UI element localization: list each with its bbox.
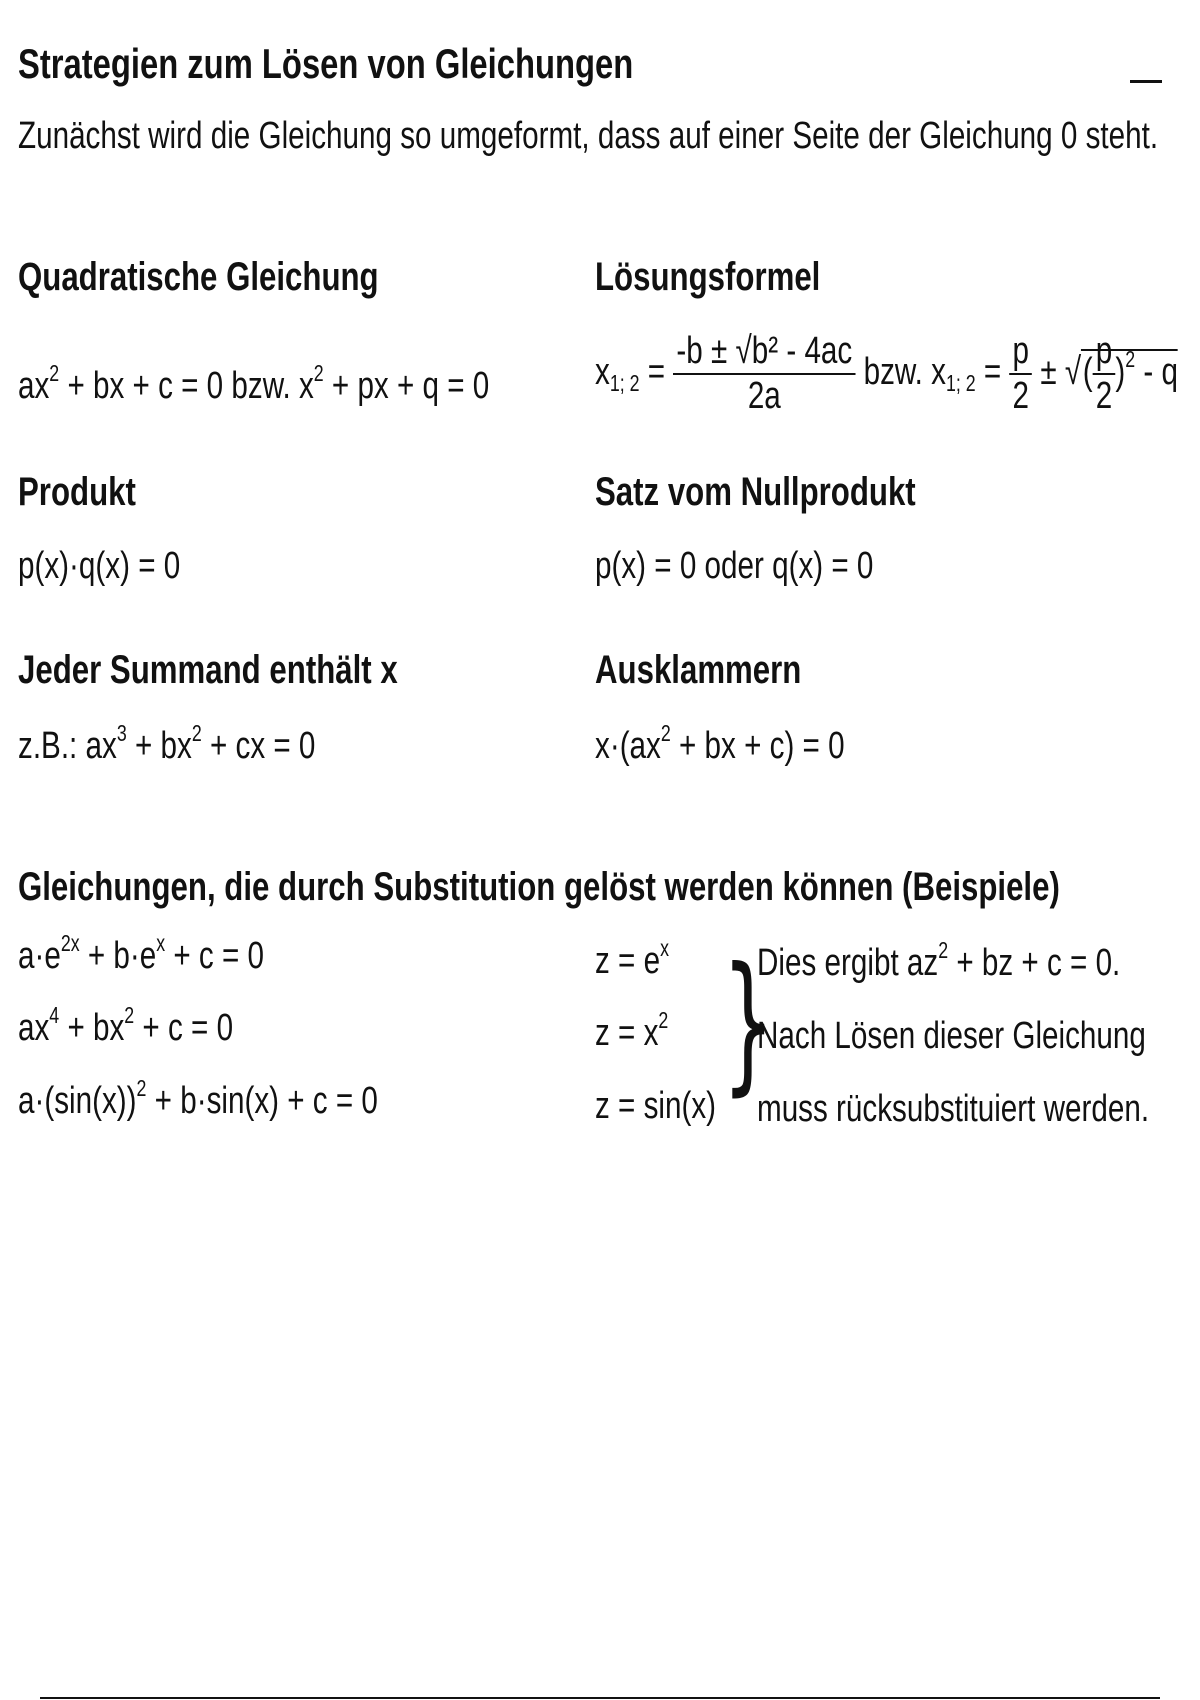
null-product-formula: p(x) = 0 oder q(x) = 0 (595, 545, 874, 587)
substitution-note-line: Dies ergibt $az^2$ + bz + c = 0. (757, 936, 1121, 984)
substitution-equation: $a\cdot e^{2x} + b\cdot e^x + c = 0$ (18, 929, 265, 977)
intro-text: Zunächst wird die Gleichung so umgeformt, dass auf einer Seite der Gleichung 0 steht. (18, 115, 1159, 157)
solution-formula-heading: Lösungsformel (595, 255, 821, 299)
right-brace-icon: } (722, 936, 775, 1110)
null-product-heading: Satz vom Nullprodukt (595, 470, 916, 514)
product-heading: Produkt (18, 470, 136, 514)
quadratic-heading: Quadratische Gleichung (18, 255, 379, 299)
factor-out-formula: $x\cdot(ax^2$ + bx + c) = 0 (595, 719, 845, 767)
substitution-note-line: muss rücksubstituiert werden. (757, 1088, 1150, 1130)
each-summand-heading: Jeder Summand enthält x (18, 648, 398, 692)
substitution-definition: $z = x^2$ (595, 1006, 669, 1054)
p-half-fraction: $\frac{p}{2}$ (1009, 330, 1032, 418)
bzw-label: bzw. (231, 365, 291, 407)
substitution-definition: $z = e^x$ (595, 934, 669, 982)
dash-mark (1130, 80, 1162, 83)
quadratic-formula: $ax^2$ + bx + c = 0 bzw. $x^2$ + px + q = 0 (18, 359, 490, 407)
each-summand-formula: z.B.: $ax^3 + bx^2$ + cx = 0 (18, 719, 316, 767)
page-title: Strategien zum Lösen von Gleichungen (18, 40, 634, 87)
substitution-heading: Gleichungen, die durch Substitution gelöst werden können (Beispiele) (18, 865, 1060, 909)
substitution-equation: $ax^4 + bx^2 + c = 0$ (18, 1001, 234, 1049)
p-half-fraction-inner: $\frac{p}{2}$ (1093, 330, 1116, 418)
substitution-definition: z = sin(x) (595, 1085, 717, 1127)
bottom-divider (40, 1697, 1160, 1699)
abc-fraction: $\frac{\text{-b ± √b² - 4ac}}{2a}$ (673, 330, 855, 418)
product-formula: p(x)·q(x) = 0 (18, 545, 181, 587)
factor-out-heading: Ausklammern (595, 648, 802, 692)
substitution-equation: $a\cdot(\sin(x))^2 + b\cdot\sin(x) + c = 0$ (18, 1074, 378, 1122)
solution-formula: $x_{1; 2}$ = $\frac{\text{-b ± √b² - 4ac}}{2a}$ bzw. $x_{1; 2}$ = $\frac{p}{2}$ ± √( $\frac{p}{2}$ )$^2$ - q (595, 330, 1178, 417)
substitution-note-line: Nach Lösen dieser Gleichung (757, 1015, 1146, 1057)
